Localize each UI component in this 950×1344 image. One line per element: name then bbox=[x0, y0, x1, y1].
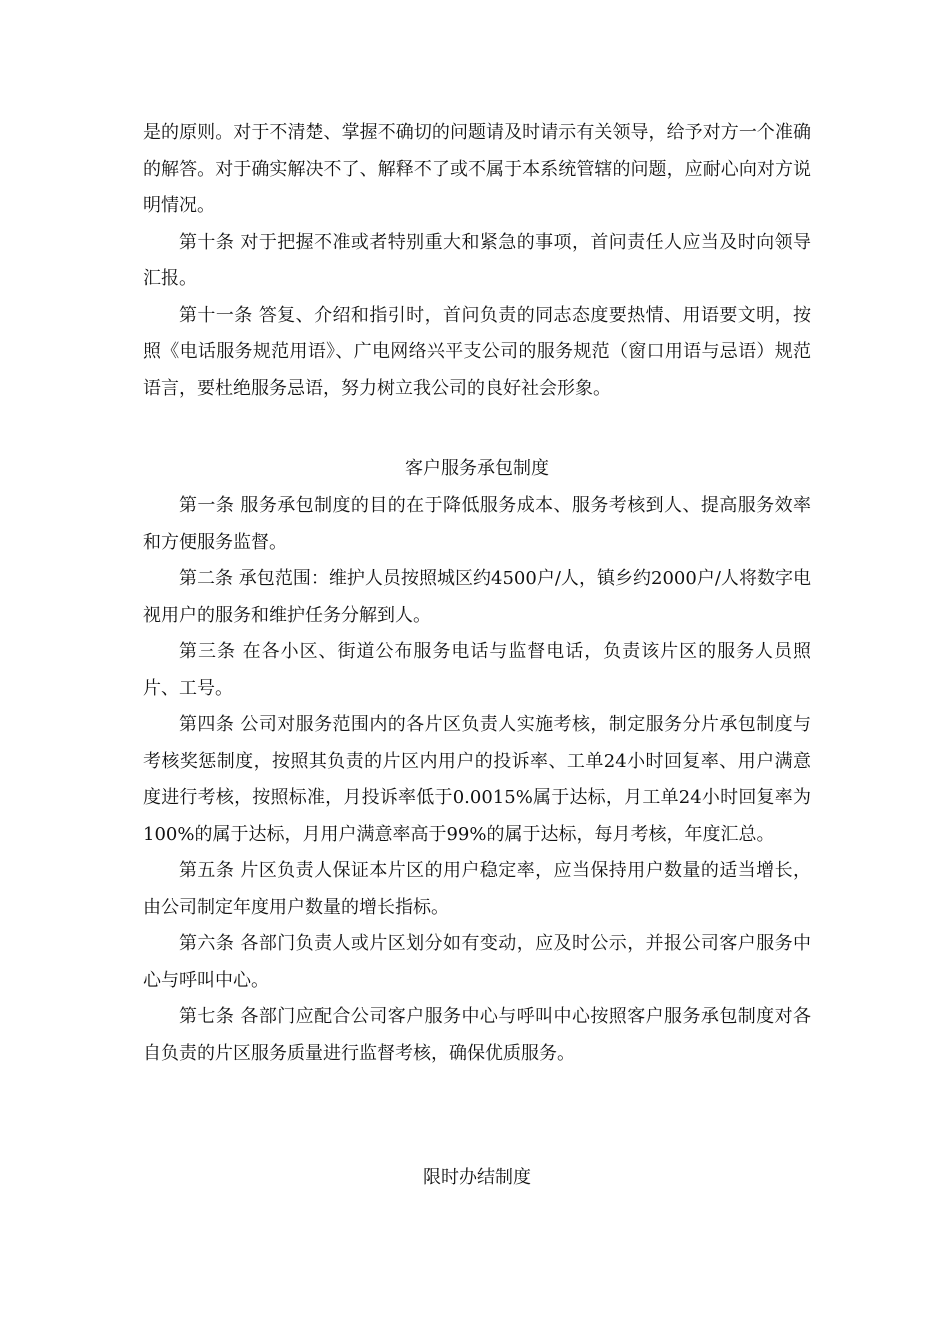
section-title-customer-service-contract: 客户服务承包制度 bbox=[405, 458, 549, 479]
contract-article-6: 第六条 各部门负责人或片区划分如有变动，应及时公示，并报公司客户服务中心与呼叫中心。 bbox=[143, 933, 811, 991]
continuation-paragraph: 是的原则。对于不清楚、掌握不确切的问题请及时请示有关领导，给予对方一个准确的解答。对于确实解决不了、解释不了或不属于本系统管辖的问题，应耐心向对方说明情况。 bbox=[143, 122, 811, 216]
section-customer-service-contract bbox=[143, 488, 811, 1072]
section-title-time-limited-completion: 限时办结制度 bbox=[423, 1167, 531, 1188]
contract-article-3: 第三条 在各小区、街道公布服务电话与监督电话，负责该片区的服务人员照片、工号。 bbox=[143, 641, 811, 699]
contract-article-5: 第五条 片区负责人保证本片区的用户稳定率，应当保持用户数量的适当增长，由公司制定年度用户数量的增长指标。 bbox=[143, 860, 811, 918]
contract-article-1: 第一条 服务承包制度的目的在于降低服务成本、服务考核到人、提高服务效率和方便服务监督。 bbox=[143, 495, 811, 553]
contract-article-4: 第四条 公司对服务范围内的各片区负责人实施考核，制定服务分片承包制度与考核奖惩制度，按照其负责的片区内用户的投诉率、工单24小时回复率、用户满意度进行考核，按照标准，月投诉率低于0.0015%属于达标，月工单24小时回复率为100%的属于达标，月用户满意率高于99%的属于达标，每月考核，年度汇总。 bbox=[143, 714, 811, 845]
contract-article-2: 第二条 承包范围：维护人员按照城区约4500户/人，镇乡约2000户/人将数字电视用户的服务和维护任务分解到人。 bbox=[143, 568, 811, 626]
article-11: 第十一条 答复、介绍和指引时，首问负责的同志态度要热情、用语要文明，按照《电话服务规范用语》、广电网络兴平支公司的服务规范（窗口用语与忌语）规范语言，要杜绝服务忌语，努力树立我公司的良好社会形象。 bbox=[143, 304, 811, 399]
contract-article-7: 第七条 各部门应配合公司客户服务中心与呼叫中心按照客户服务承包制度对各自负责的片区服务质量进行监督考核，确保优质服务。 bbox=[143, 1006, 811, 1064]
section-first-responsibility-continuation bbox=[143, 115, 811, 407]
article-10: 第十条 对于把握不准或者特别重大和紧急的事项，首问责任人应当及时向领导汇报。 bbox=[143, 231, 811, 289]
